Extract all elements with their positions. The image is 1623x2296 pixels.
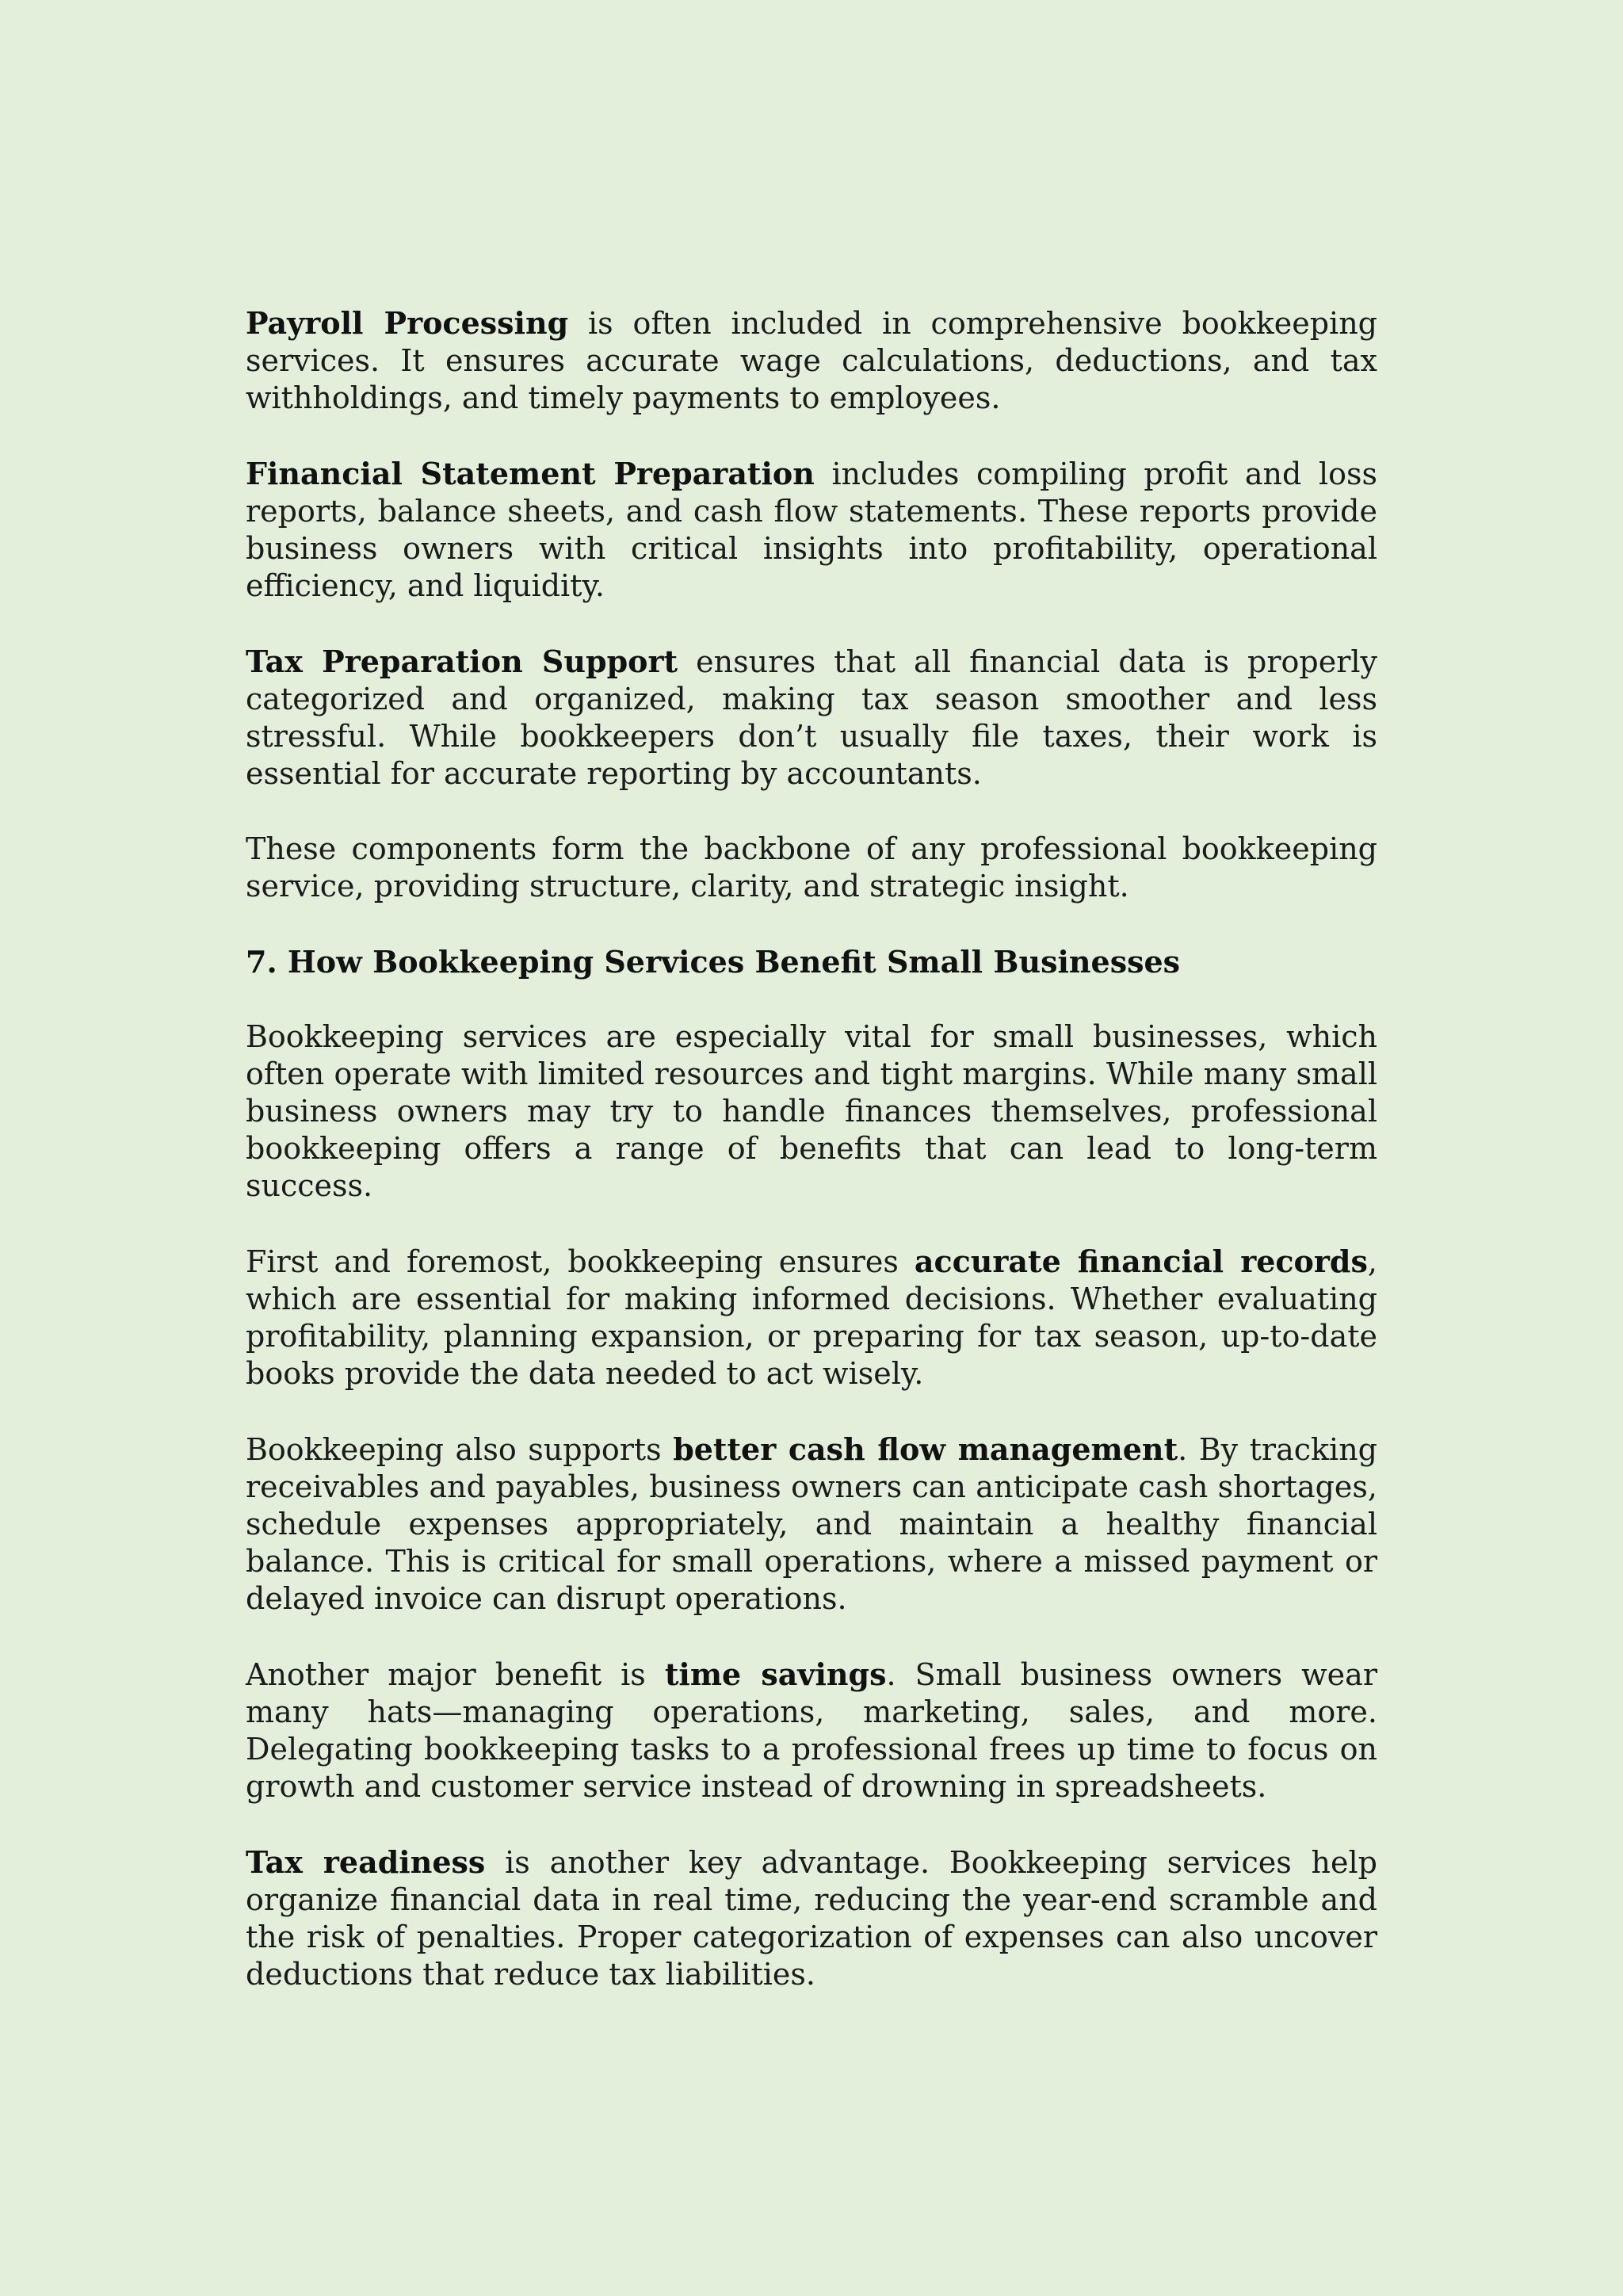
paragraph-text: First and foremost, bookkeeping ensures (246, 1244, 915, 1279)
paragraph-components-summary (246, 831, 1377, 905)
paragraph-text: is often included in comprehensive bookkeeping services. It ensures accurate wage calculations, deductions, and tax withholdings, and timely payments to employees. (246, 306, 1377, 415)
paragraph-accurate-records (246, 1243, 1377, 1392)
paragraph-financial-statement-preparation (246, 455, 1377, 605)
section-heading: 7. How Bookkeeping Services Benefit Small Businesses (246, 944, 1181, 980)
term-time-savings: time savings (664, 1656, 887, 1692)
paragraph-payroll-processing (246, 304, 1377, 417)
paragraph-text: includes compiling profit and loss reports, balance sheets, and cash flow statements. These reports provide business owners with critical insights into profitability, operational efficiency, and liquidity. (246, 457, 1377, 603)
term-financial-statement-preparation: Financial Statement Preparation (246, 456, 815, 491)
paragraph-small-business-intro (246, 1018, 1377, 1205)
paragraph-text: Bookkeeping also supports (246, 1432, 674, 1467)
paragraph-text: Another major benefit is (246, 1657, 665, 1692)
term-tax-readiness: Tax readiness (246, 1844, 486, 1880)
paragraph-text: . Small business owners wear many hats—managing operations, marketing, sales, and more. Delegating bookkeeping tasks to a professional frees up time to focus on growth and customer service instead of drowning in spreadsheets. (246, 1657, 1377, 1804)
paragraph-text: , which are essential for making informed decisions. Whether evaluating profitability, planning expansion, or preparing for tax season, up-to-date books provide the data needed to act wisely. (246, 1244, 1377, 1391)
paragraph-cash-flow (246, 1431, 1377, 1618)
paragraph-tax-readiness (246, 1843, 1377, 1993)
paragraph-text: Bookkeeping services are especially vital for small businesses, which often operate with limited resources and tight margins. While many small business owners may try to handle finances themselves, professional bookkeeping offers a range of benefits that can lead to long-term success. (246, 1019, 1377, 1203)
term-better-cash-flow-management: better cash flow management (673, 1431, 1178, 1467)
paragraph-text: is another key advantage. Bookkeeping services help organize financial data in real time, reducing the year-end scramble and the risk of penalties. Proper categorization of expenses can also uncover deductions that reduce tax liabilities. (246, 1845, 1377, 1992)
paragraph-time-savings (246, 1656, 1377, 1805)
term-accurate-financial-records: accurate financial records (914, 1244, 1368, 1279)
paragraph-tax-preparation-support (246, 643, 1377, 793)
document-page (246, 304, 1377, 2031)
paragraph-text: ensures that all financial data is properly categorized and organized, making tax season smoother and less stressful. While bookkeepers don’t usually file taxes, their work is essential for accurate reporting by accountants. (246, 644, 1377, 791)
term-payroll-processing: Payroll Processing (246, 305, 569, 341)
paragraph-text: These components form the backbone of any professional bookkeeping service, providing structure, clarity, and strategic insight. (246, 831, 1377, 904)
paragraph-text: . By tracking receivables and payables, business owners can anticipate cash shortages, schedule expenses appropriately, and maintain a healthy financial balance. This is critical for small operations, where a missed payment or delayed invoice can disrupt operations. (246, 1432, 1377, 1616)
term-tax-preparation-support: Tax Preparation Support (246, 644, 678, 679)
